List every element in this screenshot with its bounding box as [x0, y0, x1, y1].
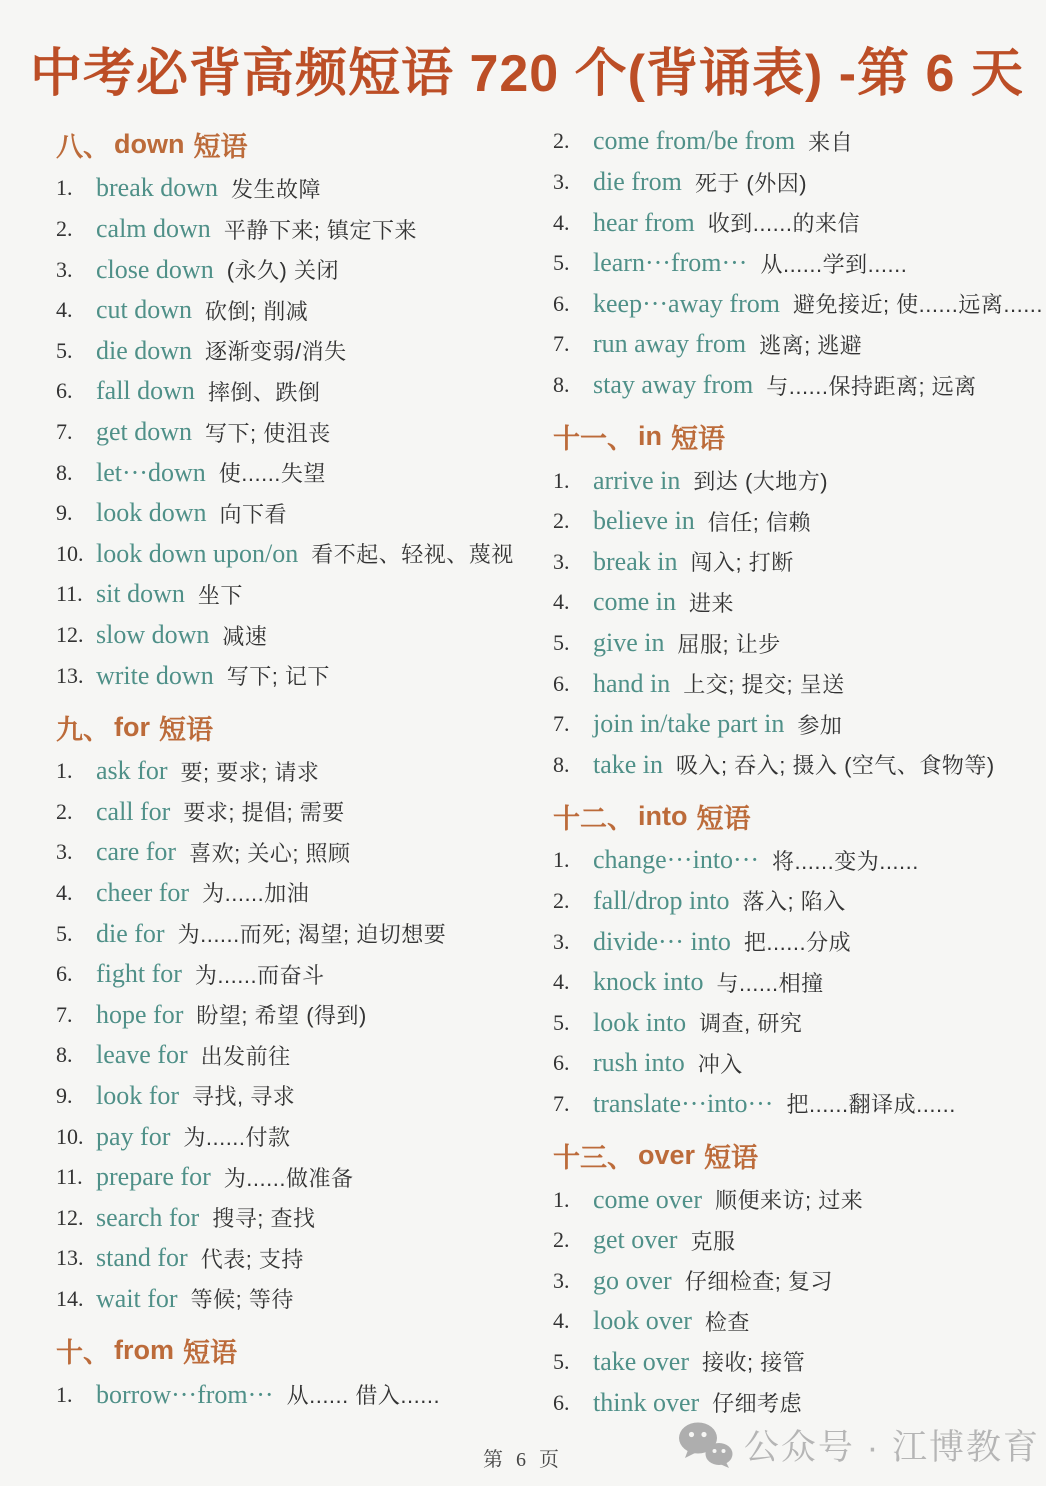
phrase-chinese: 看不起、轻视、蔑视 [311, 542, 514, 568]
phrase-english: look down [96, 498, 207, 528]
phrase-english: slow down [96, 620, 210, 650]
phrase-english: prepare for [96, 1162, 211, 1192]
phrase-row [56, 1116, 529, 1157]
phrase-english: look down upon/on [96, 538, 299, 568]
item-number: 13. [56, 1245, 84, 1271]
phrase-english: let···down [96, 457, 206, 487]
phrase-chinese: 仔细检查; 复习 [684, 1269, 833, 1295]
phrase-english: break down [96, 173, 219, 203]
phrase-english: divide··· into [593, 926, 731, 956]
phrase-english: get down [96, 417, 193, 447]
phrase-row [553, 1342, 1026, 1383]
watermark-text: 公众号 · 江博教育 [743, 1428, 1040, 1467]
phrase-english: rush into [593, 1048, 685, 1078]
item-number: 7. [553, 711, 570, 737]
section-label: 短语 [696, 804, 751, 835]
phrase-row [553, 582, 1026, 623]
phrase-row [553, 1043, 1026, 1084]
phrase-english: look for [96, 1080, 180, 1110]
phrase-chinese: 吸入; 吞入; 摄入 (空气、食物等) [676, 753, 995, 779]
phrase-row [56, 913, 529, 954]
phrase-chinese: 参加 [797, 712, 843, 738]
phrase-chinese: 冲入 [697, 1051, 743, 1077]
item-number: 2. [553, 128, 570, 154]
phrase-english: change···into··· [593, 845, 760, 875]
item-number: 6. [553, 1050, 570, 1076]
phrase-row [56, 873, 529, 914]
phrase-english: cut down [96, 295, 193, 325]
item-number: 3. [553, 928, 570, 954]
phrase-chinese: 把......分成 [743, 930, 852, 956]
phrase-english: join in/take part in [593, 709, 785, 739]
phrase-english: die for [96, 918, 165, 948]
phrase-english: hear from [593, 207, 695, 237]
phrase-english: care for [96, 837, 177, 867]
phrase-english: die from [593, 167, 682, 197]
phrase-chinese: 仔细考虑 [712, 1391, 803, 1417]
phrase-chinese: 要求; 提倡; 需要 [183, 800, 345, 826]
phrase-english: ask for [96, 756, 168, 786]
section-header [56, 1327, 529, 1374]
phrase-english: take over [593, 1346, 690, 1376]
item-number: 6. [56, 378, 73, 404]
item-number: 9. [56, 1082, 73, 1108]
phrase-chinese: (永久) 关闭 [226, 258, 339, 284]
phrase-english: fall down [96, 376, 195, 406]
phrase-english: believe in [593, 506, 695, 536]
phrase-chinese: 要; 要求; 请求 [180, 759, 320, 785]
phrase-english: hope for [96, 999, 184, 1029]
item-number: 1. [56, 175, 73, 201]
phrase-row [553, 542, 1026, 583]
phrase-chinese: 摔倒、跌倒 [207, 379, 321, 405]
phrase-row [56, 1035, 529, 1076]
item-number: 3. [553, 548, 570, 574]
phrase-chinese: 来自 [808, 129, 854, 155]
phrase-columns [0, 121, 1046, 1423]
phrase-chinese: 向下看 [219, 501, 288, 527]
phrase-row [56, 1157, 529, 1198]
phrase-row [553, 704, 1026, 745]
section-ordinal: 九、 [56, 714, 110, 745]
item-number: 4. [553, 969, 570, 995]
item-number: 7. [553, 1090, 570, 1116]
item-number: 4. [553, 209, 570, 235]
phrase-row [56, 832, 529, 873]
item-number: 2. [56, 216, 73, 242]
phrase-row [553, 745, 1026, 786]
section-keyword: from [114, 1335, 174, 1366]
phrase-row [553, 1382, 1026, 1423]
phrase-row [56, 1279, 529, 1320]
phrase-chinese: 逐渐变弱/消失 [205, 339, 347, 365]
phrase-chinese: 顺便来访; 过来 [715, 1188, 864, 1214]
item-number: 4. [553, 589, 570, 615]
item-number: 6. [553, 1389, 570, 1415]
phrase-row [553, 324, 1026, 365]
phrase-chinese: 发生故障 [231, 176, 322, 202]
section-label: 短语 [704, 1143, 759, 1174]
phrase-english: translate···into··· [593, 1088, 774, 1118]
phrase-english: borrow···from··· [96, 1379, 274, 1409]
left-column [56, 121, 529, 1423]
phrase-english: come in [593, 587, 677, 617]
phrase-row [56, 1076, 529, 1117]
phrase-chinese: 盼望; 希望 (得到) [196, 1003, 367, 1029]
item-number: 5. [56, 920, 73, 946]
phrase-chinese: 闯入; 打断 [690, 550, 794, 576]
item-number: 2. [553, 1227, 570, 1253]
section-header [553, 1132, 1026, 1179]
item-number: 4. [56, 297, 73, 323]
item-number: 8. [56, 459, 73, 485]
phrase-chinese: 平静下来; 镇定下来 [223, 217, 418, 243]
phrase-english: look over [593, 1306, 692, 1336]
item-number: 3. [553, 1267, 570, 1293]
phrase-row [56, 751, 529, 792]
phrase-row [553, 243, 1026, 284]
phrase-english: break in [593, 546, 678, 576]
item-number: 7. [553, 331, 570, 357]
item-number: 5. [553, 250, 570, 276]
section-label: 短语 [671, 424, 725, 455]
phrase-chinese: 调查, 研究 [699, 1011, 803, 1037]
item-number: 7. [56, 419, 73, 445]
phrase-english: give in [593, 628, 665, 658]
phrase-chinese: 检查 [704, 1309, 750, 1335]
phrase-english: close down [96, 254, 214, 284]
item-number: 5. [56, 337, 73, 363]
phrase-chinese: 屈服; 让步 [677, 631, 781, 657]
phrase-english: leave for [96, 1040, 188, 1070]
phrase-row [56, 290, 529, 331]
phrase-row [56, 615, 529, 656]
section-label: 短语 [159, 714, 213, 745]
phrase-row [56, 493, 529, 534]
item-number: 7. [56, 1001, 73, 1027]
phrase-chinese: 坐下 [197, 582, 243, 608]
phrase-row [56, 792, 529, 833]
section-ordinal: 十二、 [553, 804, 634, 835]
section-header [553, 793, 1026, 840]
item-number: 3. [553, 169, 570, 195]
phrase-chinese: 搜寻; 查找 [212, 1206, 316, 1232]
phrase-chinese: 与......相撞 [716, 970, 824, 996]
item-number: 1. [553, 847, 570, 873]
phrase-row [56, 1374, 529, 1415]
phrase-english: get over [593, 1225, 678, 1255]
item-number: 3. [56, 839, 73, 865]
section-ordinal: 十一、 [553, 424, 634, 455]
phrase-english: fall/drop into [593, 885, 730, 915]
section-ordinal: 十、 [56, 1338, 110, 1369]
phrase-row [553, 663, 1026, 704]
phrase-chinese: 为......做准备 [223, 1165, 354, 1191]
item-number: 6. [553, 670, 570, 696]
phrase-row [56, 452, 529, 493]
phrase-english: wait for [96, 1283, 178, 1313]
item-number: 3. [56, 256, 73, 282]
phrase-row [56, 994, 529, 1035]
item-number: 10. [56, 1123, 84, 1149]
right-column [553, 121, 1044, 1423]
item-number: 11. [56, 581, 83, 607]
phrase-chinese: 为......加油 [202, 881, 310, 907]
item-number: 8. [56, 1042, 73, 1068]
phrase-row [56, 168, 529, 209]
phrase-row [56, 249, 529, 290]
phrase-chinese: 收到......的来信 [707, 211, 860, 237]
phrase-chinese: 为......而死; 渴望; 迫切想要 [177, 922, 447, 948]
phrase-row [56, 412, 529, 453]
phrase-row [56, 1197, 529, 1238]
phrase-english: write down [96, 660, 214, 690]
item-number: 1. [56, 1381, 73, 1407]
phrase-row [553, 365, 1026, 406]
item-number: 5. [553, 1009, 570, 1035]
section-label: 短语 [193, 132, 248, 163]
item-number: 9. [56, 500, 73, 526]
item-number: 2. [553, 508, 570, 534]
item-number: 12. [56, 622, 84, 648]
phrase-english: hand in [593, 668, 671, 698]
phrase-row [56, 371, 529, 412]
phrase-english: arrive in [593, 465, 681, 495]
phrase-row [553, 162, 1026, 203]
phrase-chinese: 写下; 记下 [226, 664, 330, 690]
item-number: 6. [56, 961, 73, 987]
phrase-chinese: 砍倒; 削减 [205, 298, 309, 324]
phrase-english: keep···away from [593, 288, 780, 318]
phrase-english: fight for [96, 959, 182, 989]
phrase-chinese: 上交; 提交; 呈送 [683, 672, 845, 698]
phrase-row [553, 121, 1026, 162]
phrase-chinese: 为......而奋斗 [194, 962, 325, 988]
section-label: 短语 [183, 1338, 237, 1369]
item-number: 14. [56, 1285, 84, 1311]
phrase-row [553, 1260, 1026, 1301]
phrase-english: stay away from [593, 370, 754, 400]
phrase-chinese: 到达 (大地方) [693, 469, 829, 495]
item-number: 11. [56, 1164, 83, 1190]
page-number: 第 6 页 [483, 1449, 563, 1471]
phrase-row [553, 1179, 1026, 1220]
phrase-english: take in [593, 749, 664, 779]
item-number: 5. [553, 630, 570, 656]
phrase-row [56, 1238, 529, 1279]
item-number: 4. [56, 879, 73, 905]
phrase-english: learn···from··· [593, 248, 748, 278]
phrase-row [56, 655, 529, 696]
phrase-chinese: 寻找, 寻求 [192, 1084, 296, 1110]
phrase-english: stand for [96, 1243, 188, 1273]
phrase-english: cheer for [96, 877, 190, 907]
section-keyword: over [638, 1140, 696, 1171]
section-keyword: into [638, 801, 688, 832]
item-number: 1. [56, 758, 73, 784]
phrase-english: die down [96, 335, 193, 365]
phrase-english: come from/be from [593, 126, 796, 156]
phrase-english: sit down [96, 579, 185, 609]
item-number: 2. [553, 887, 570, 913]
phrase-chinese: 为......付款 [183, 1125, 291, 1151]
item-number: 5. [553, 1348, 570, 1374]
phrase-chinese: 进来 [689, 590, 735, 616]
phrase-row [553, 501, 1026, 542]
item-number: 6. [553, 290, 570, 316]
section-keyword: in [638, 421, 662, 452]
phrase-row [553, 623, 1026, 664]
phrase-chinese: 避免接近; 使......远离...... [792, 292, 1044, 318]
section-keyword: for [114, 711, 150, 742]
phrase-chinese: 与......保持距离; 远离 [766, 373, 977, 399]
phrase-row [553, 1084, 1026, 1125]
phrase-chinese: 从......学到...... [760, 251, 908, 277]
item-number: 12. [56, 1204, 84, 1230]
item-number: 8. [553, 372, 570, 398]
phrase-row [56, 954, 529, 995]
section-keyword: down [114, 129, 185, 160]
item-number: 8. [553, 751, 570, 777]
item-number: 2. [56, 798, 73, 824]
phrase-row [56, 534, 529, 575]
item-number: 10. [56, 540, 84, 566]
phrase-chinese: 从...... 借入...... [286, 1383, 441, 1409]
phrase-row [553, 1002, 1026, 1043]
phrase-english: knock into [593, 967, 704, 997]
phrase-english: pay for [96, 1121, 171, 1151]
phrase-row [56, 209, 529, 250]
item-number: 1. [553, 467, 570, 493]
section-ordinal: 八、 [56, 132, 110, 163]
phrase-chinese: 接收; 接管 [702, 1350, 806, 1376]
phrase-chinese: 克服 [690, 1228, 736, 1254]
phrase-english: run away from [593, 329, 747, 359]
phrase-row [553, 202, 1026, 243]
phrase-chinese: 出发前往 [200, 1043, 291, 1069]
item-number: 4. [553, 1308, 570, 1334]
phrase-english: come over [593, 1184, 703, 1214]
phrase-chinese: 信任; 信赖 [707, 509, 812, 535]
item-number: 1. [553, 1186, 570, 1212]
phrase-chinese: 落入; 陷入 [742, 889, 846, 915]
phrase-row [56, 331, 529, 372]
page-title: 中考必背高频短语 720 个(背诵表) -第 6 天 [30, 45, 1024, 103]
phrase-chinese: 减速 [222, 623, 268, 649]
phrase-row [56, 574, 529, 615]
item-number: 13. [56, 662, 84, 688]
phrase-row [553, 1301, 1026, 1342]
phrase-english: calm down [96, 214, 211, 244]
phrase-row [553, 284, 1044, 325]
phrase-chinese: 使......失望 [218, 461, 326, 487]
phrase-english: look into [593, 1007, 687, 1037]
phrase-chinese: 代表; 支持 [200, 1246, 304, 1272]
section-header [56, 704, 529, 751]
section-header [56, 121, 529, 168]
phrase-chinese: 将......变为...... [772, 848, 919, 874]
phrase-row [553, 921, 1026, 962]
phrase-row [553, 881, 1026, 922]
phrase-chinese: 写下; 使沮丧 [205, 420, 331, 446]
phrase-english: go over [593, 1265, 672, 1295]
phrase-chinese: 喜欢; 关心; 照顾 [189, 840, 351, 866]
phrase-row [553, 460, 1026, 501]
phrase-chinese: 逃离; 逃避 [759, 332, 863, 358]
phrase-row [553, 962, 1026, 1003]
phrase-english: think over [593, 1387, 700, 1417]
phrase-chinese: 把......翻译成...... [786, 1092, 956, 1118]
phrase-chinese: 死于 (外因) [694, 170, 808, 196]
phrase-english: search for [96, 1202, 200, 1232]
phrase-row [553, 1220, 1026, 1261]
phrase-chinese: 等候; 等待 [190, 1287, 294, 1313]
section-ordinal: 十三、 [553, 1143, 634, 1174]
section-header [553, 413, 1026, 460]
phrase-row [553, 840, 1026, 881]
phrase-english: call for [96, 796, 171, 826]
